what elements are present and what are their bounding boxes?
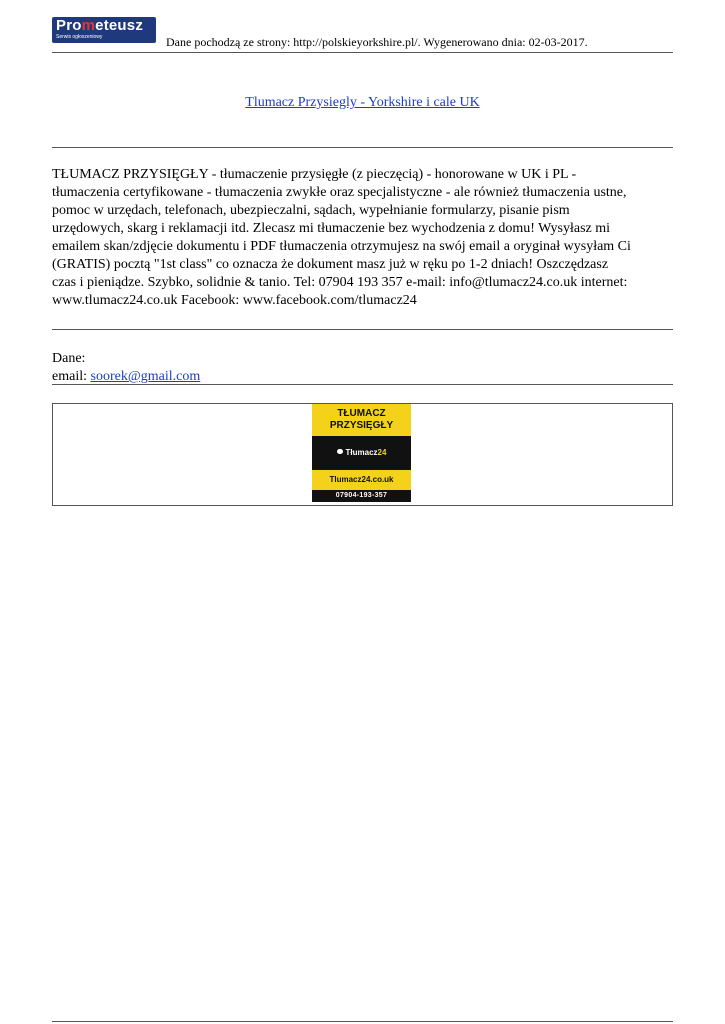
logo-suffix: eteusz [95, 17, 144, 34]
logo-accent: m [81, 17, 96, 34]
source-info: Dane pochodzą ze strony: http://polskieyorkshire.pl/. Wygenerowano dnia: 02-03-2017. [166, 35, 588, 49]
listing-title-link[interactable]: Tlumacz Przysiegly - Yorkshire i cale UK [245, 95, 480, 110]
logo-tagline: Serwis ogłoszeniowy [56, 34, 103, 40]
title-divider [52, 147, 673, 148]
speech-bubble-icon [337, 449, 343, 454]
tlumacz24-banner-image [312, 404, 411, 502]
email-label: email: [52, 369, 91, 384]
banner-line1: TŁUMACZ [337, 408, 386, 419]
listing-description: TŁUMACZ PRZYSIĘGŁY - tłumaczenie przysięgłe (z pieczęcią) - honorowane w UK i PL - tłumaczenia certyfikowane - tłumaczenia zwykłe oraz specjalistyczne - ale również tłumaczenia ustne, pomoc w urzędach, telefonach, ubezpieczalni, sądach, wypełnianie formularzy, pisanie pism urzędowych, skarg i reklamacji itd. Zlecasz mi tłumaczenie bez wychodzenia z domu! Wysyłasz mi emailem skan/zdjęcie dokumentu i PDF tłumaczenia otrzymujesz na swój email a oryginał wysyłam Ci (GRATIS) pocztą "1st class" co oznacza że dokument masz już w ręku po 1-2 dniach! Oszczędzasz czas i pieniądze. Szybko, solidnie & tanio. Tel: 07904 193 357 e-mail: info@tlumacz24.co.uk internet: www.tlumacz24.co.uk Facebook: www.facebook.com/tlumacz24 [52, 167, 631, 308]
banner-brand [312, 436, 411, 470]
description-divider [52, 329, 673, 330]
logo-wordmark [56, 18, 156, 34]
banner-site: Tlumacz24.co.uk [312, 470, 411, 490]
banner-heading [312, 404, 411, 436]
banner-brand-main: Tłumacz [345, 448, 378, 457]
prometeusz-logo [52, 17, 156, 43]
banner-line2: PRZYSIĘGŁY [329, 420, 394, 431]
header-divider [52, 52, 673, 53]
banner-brand-accent: 24 [377, 448, 387, 457]
email-link[interactable]: soorek@gmail.com [90, 369, 201, 384]
contact-divider [52, 384, 673, 385]
footer-divider [52, 1021, 673, 1022]
logo-prefix: Pro [56, 17, 82, 34]
contact-section-label: Dane: [52, 351, 86, 366]
banner-phone: 07904-193-357 [312, 490, 411, 502]
